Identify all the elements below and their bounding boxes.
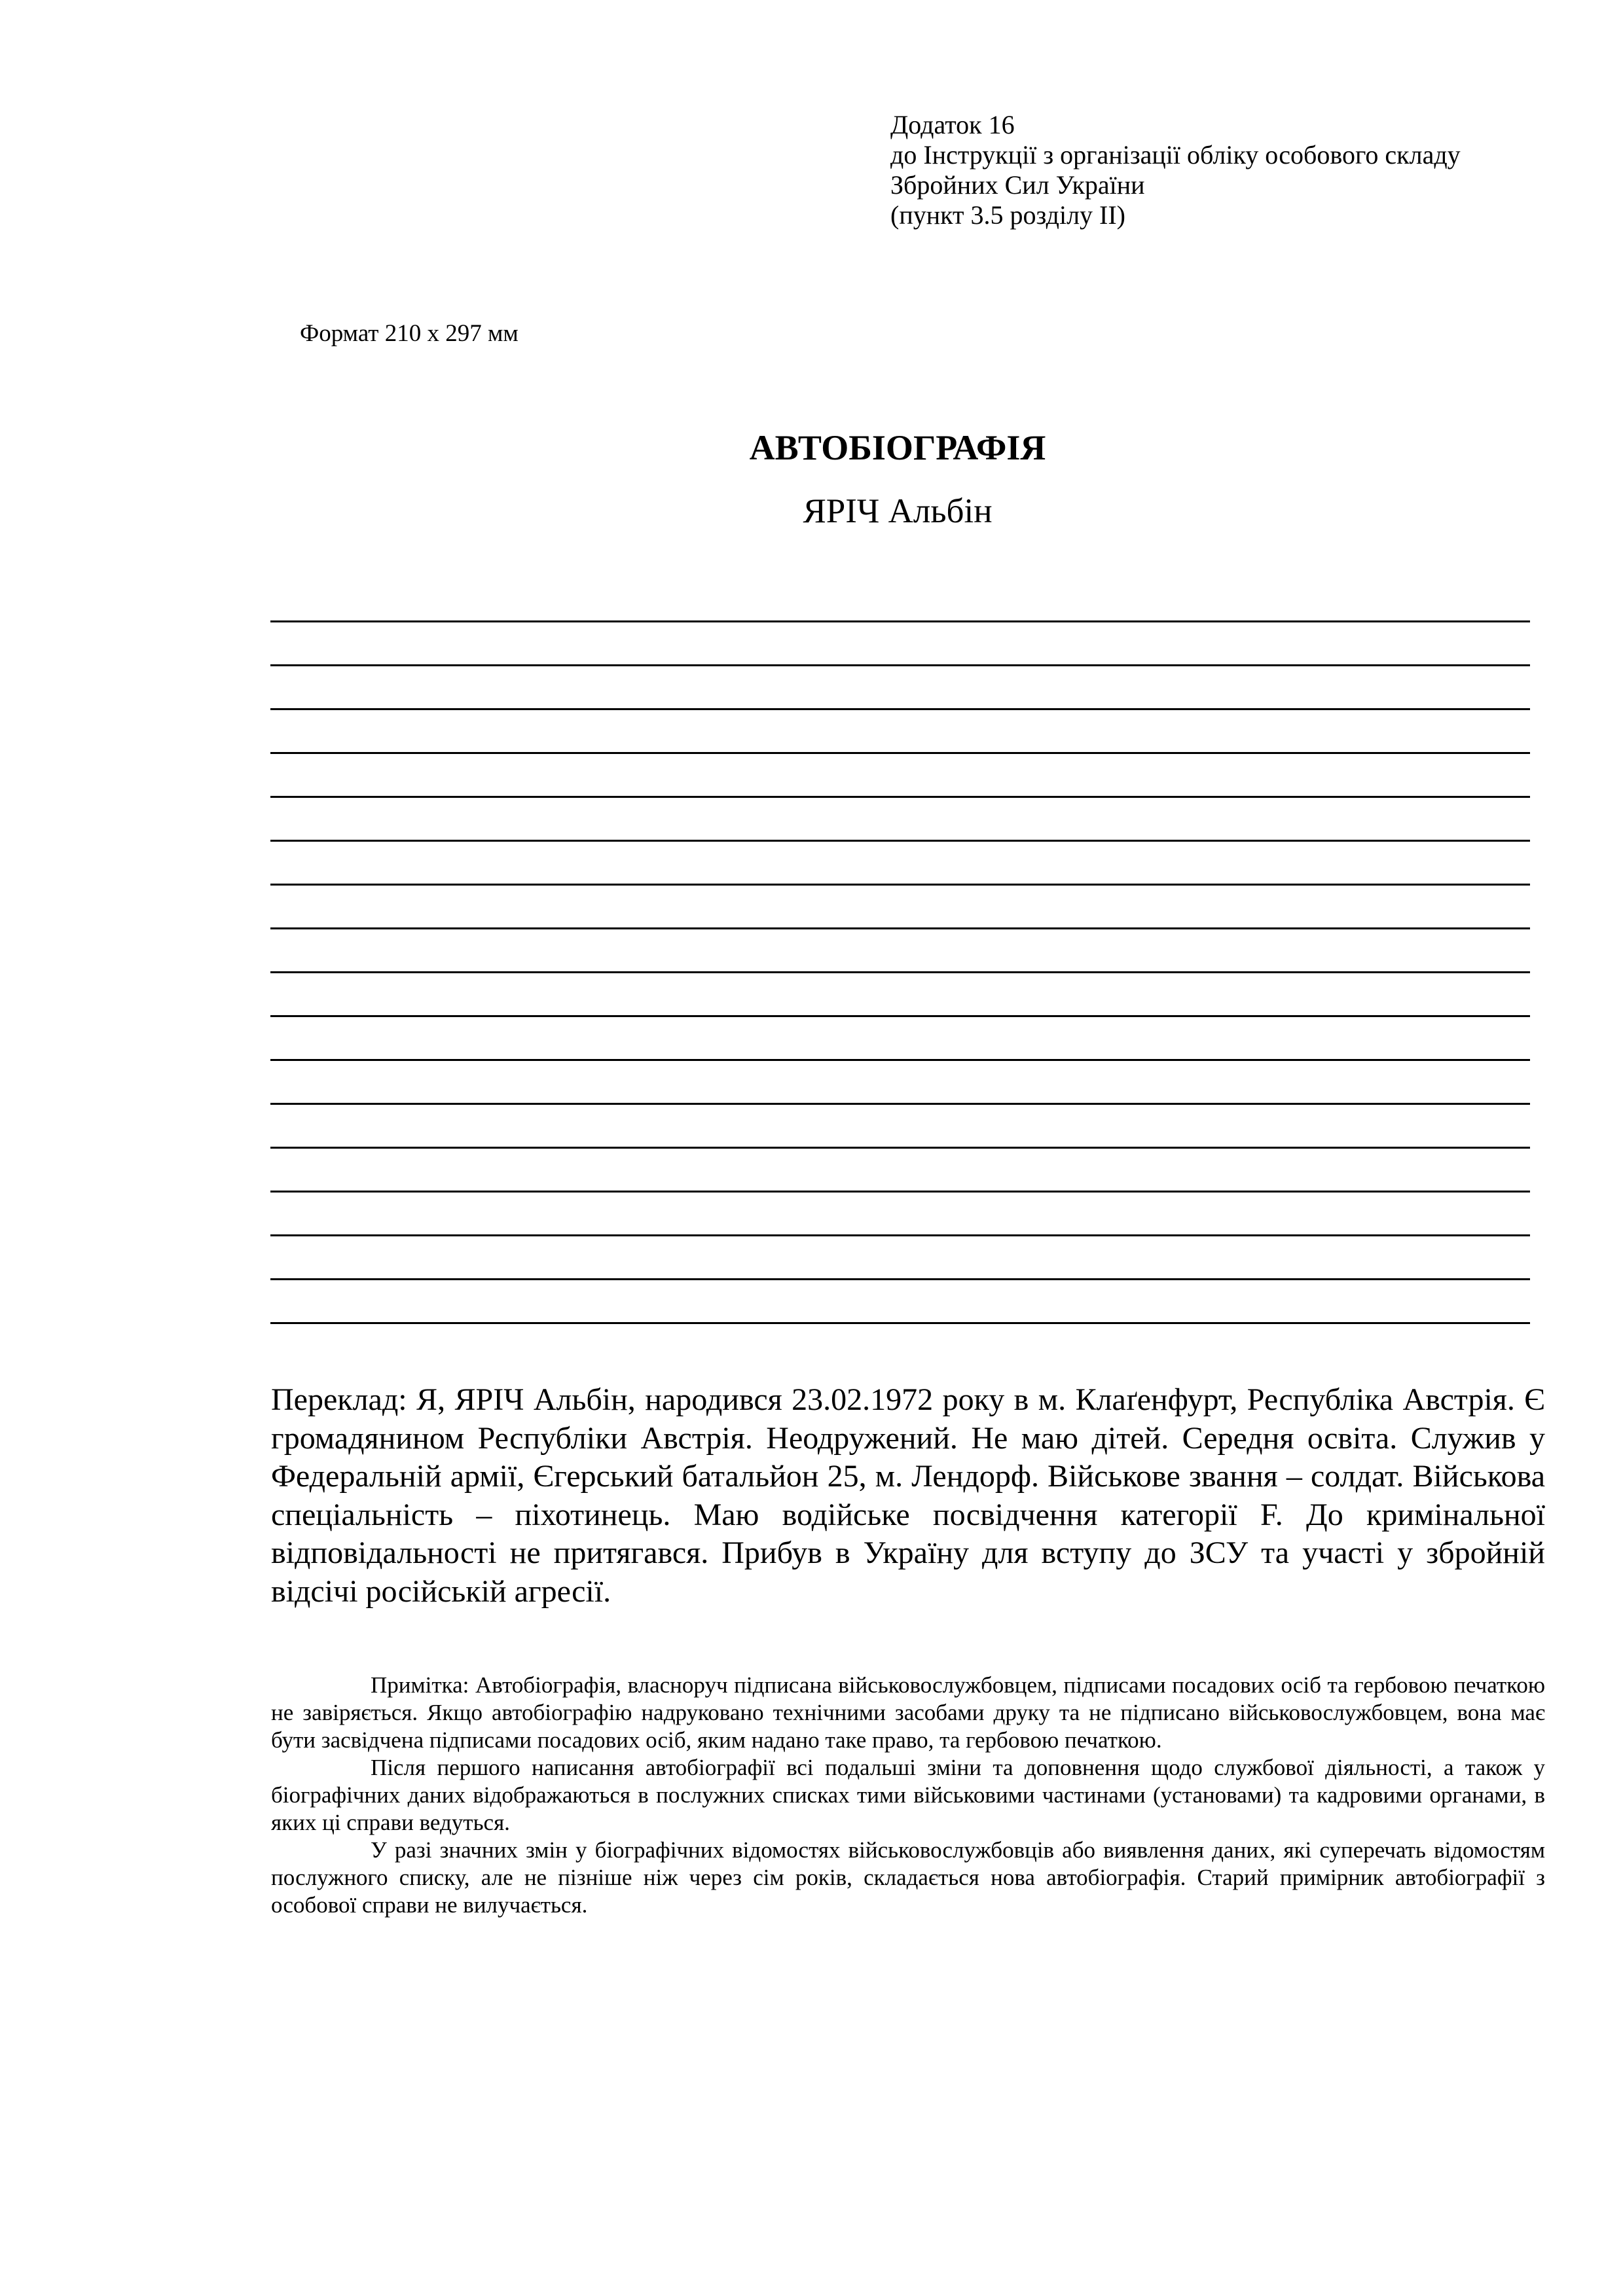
note-paragraph: У разі значних змін у біографічних відомостях військовослужбовців або виявлення даних, які суперечать відомостям послужного списку, але не пізніше ніж через сім років, складається нова автобіографія. Старий примірник автобіографії з особової справи не вилучається. [271,1837,1545,1918]
appendix-section: (пункт 3.5 розділу ІІ) [890,200,1125,230]
note-section [271,1672,1545,1919]
document-title: АВТОБІОГРАФІЯ [749,428,1046,467]
blank-line [270,708,1530,752]
appendix-instruction: до Інструкції з організації обліку особового складу [890,140,1461,170]
blank-line [270,1147,1530,1191]
appendix-reference [890,110,1461,230]
blank-line [270,1278,1530,1322]
note-paragraph: Примітка: Автобіографія, власноруч підписана військовослужбовцем, підписами посадових осіб та гербовою печаткою не завіряється. Якщо автобіографію надруковано технічними засобами друку та не підписано військовослужбовцем, вона має бути засвідчена підписами посадових осіб, яким надано таке право, та гербовою печаткою. [271,1672,1545,1753]
blank-line [270,620,1530,664]
blank-line [270,1103,1530,1147]
blank-line [270,884,1530,927]
blank-line [270,1322,1530,1366]
blank-line [270,1015,1530,1059]
blank-line [270,1191,1530,1234]
blank-line [270,927,1530,971]
blank-line [270,1234,1530,1278]
format-label: Формат 210 х 297 мм [300,320,519,347]
blank-line [270,971,1530,1015]
blank-line [270,1059,1530,1103]
note-paragraph: Після першого написання автобіографії всі подальші зміни та доповнення щодо службової діяльності, а також у біографічних даних відображаються в послужних списках тими військовими частинами (установами) та кадровими органами, в яких ці справи ведуться. [271,1755,1545,1835]
translation-paragraph: Переклад: Я, ЯРІЧ Альбін, народився 23.02.1972 року в м. Клаґенфурт, Республіка Австрія. Є громадянином Республіки Австрія. Неодружений. Не маю дітей. Середня освіта. Служив у Федеральній армії, Єгерський батальйон 25, м. Лендорф. Військове звання – солдат. Військова спеціальність – піхотинець. Маю водійське посвідчення категорії F. До кримінальної відповідальності не притягався. Прибув в Україну для вступу до ЗСУ та участі у збройній відсічі російській агресії. [271,1382,1545,1609]
blank-line [270,664,1530,708]
blank-line [270,752,1530,796]
blank-line [270,840,1530,884]
blank-line [270,796,1530,840]
appendix-armed-forces: Збройних Сил України [890,170,1145,200]
subject-name: ЯРІЧ Альбін [803,492,993,530]
blank-writing-lines [270,620,1530,1366]
appendix-number: Додаток 16 [890,110,1015,139]
